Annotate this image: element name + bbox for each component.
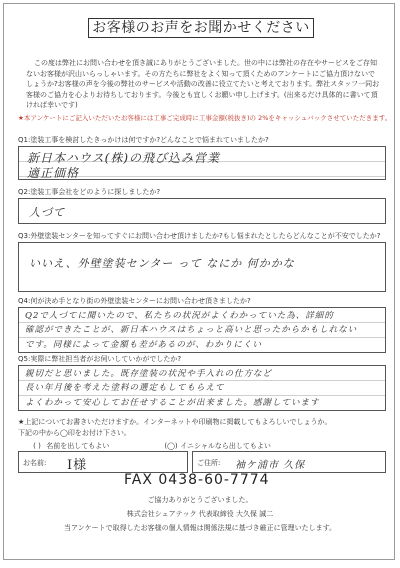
question-3-answer-box (18, 242, 386, 292)
question-1-answer-line-2: 適正価格 (27, 166, 80, 180)
thanks-text: ご協力ありがとうございました。 (147, 496, 253, 504)
choice-full-name-label: 名前を出してもよい (46, 442, 110, 450)
cashback-notice: ★本アンケートにご記入いただいたお客様には工事ご完成時に工事金額(税抜き)の 2%をキャッシュバックさせていただきます。 (18, 114, 392, 122)
address-value: 袖ケ浦市 久保 (235, 460, 306, 471)
name-label: お名前: (23, 459, 47, 467)
choice-initials-label: イニシャルなら出してもよい (180, 442, 271, 450)
question-1-answer-line-1: 新日本ハウス(株)の飛び込み営業 (27, 151, 221, 165)
question-5-answer-line-1: 親切だと思いました。既存塗装の状況や手入れの仕方など (25, 369, 273, 379)
choice-initials[interactable] (164, 441, 271, 451)
question-4-answer-line-3: です。同様によって金額も差があるのが、わかりにくい (25, 340, 262, 350)
question-2-answer-line-1: 人づて (29, 206, 65, 219)
question-4-answer-line-1: Q2で人づてに聞いたので、私たちの状況がよくわかっていた為、詳細的 (25, 311, 334, 321)
intro-text: この度は弊社にお問い合わせを頂き誠にありがとうございました。世の中には弊社の存在やサービスをご存知ないお客様が沢山いらっしゃいます。その方たちに弊社をよく知って頂くためのアンケートにご協力頂けないでしょうか?お客様の声を今後の弊社のサービスや活動の改善に役立てたいと考えております。弊社スタッフ一同お客様のご協力を心よりお待ちしております。今後とも宜しくお願い申し上げます。(出来るだけ具体的に書いて頂ければ幸いです) (26, 59, 380, 110)
page-title: お客様のお声をお聞かせください (88, 18, 314, 38)
privacy-text: 当アンケートで取得したお客様の個人情報は関係法規に基づき厳正に管理いたします。 (63, 524, 337, 532)
choice-prompt: 下記の中から◯印をお付け下さい。 (18, 429, 131, 437)
fax-number: FAX 0438-60-7774 (124, 472, 270, 488)
question-5-answer-line-3: よくわかって安心してお任せすることが出来ました。感謝しています (25, 398, 320, 408)
question-4-label: Q4:何が決め手となり街の外壁塗装センターにお問い合わせ頂きましたか? (18, 297, 251, 305)
question-5-answer-box (18, 365, 386, 411)
question-1-answer-box (18, 146, 386, 180)
question-2-answer-box (18, 198, 386, 224)
question-5-answer-line-2: 長い年月後を考えた塗料の選定もしてもらえて (25, 383, 225, 393)
question-4-answer-line-2: 確認ができたことが、新日本ハウスはちょっと高いと思ったからかもしれない (25, 325, 358, 335)
company-text: 株式会社シェアテック 代表取締役 大久保 誠二 (126, 510, 274, 518)
publish-consent-note: ★上記についてお書きいただけますか。インターネットや印刷物に掲載してもよろしいでしょうか。 (18, 418, 332, 426)
name-value: I様 (67, 458, 88, 473)
address-label: ご住所: (197, 459, 221, 467)
choice-full-name[interactable] (30, 441, 109, 451)
question-1-label: Q1:塗装工事を検討したきっかけは何ですか?どんなことで悩まれていましたか? (18, 136, 269, 144)
address-field[interactable] (192, 451, 386, 473)
question-4-answer-box (18, 307, 386, 353)
choice-full-name-marker: ( ) (33, 442, 41, 450)
question-2-label: Q2:塗装工事会社をどのように探しましたか? (18, 188, 161, 196)
question-3-answer-line-1: いいえ、外壁塗装センター って なにか 何かかな (29, 257, 295, 270)
question-3-label: Q3:外壁塗装センターを知ってすぐにお問い合わせ頂けましたか?もし悩まれたとしたらどんなことが不安でしたか? (18, 232, 381, 240)
choice-initials-marker: (◯) (164, 442, 178, 450)
question-5-label: Q5:実際に弊社担当者がお伺いしていかがでしたか? (18, 355, 182, 363)
survey-sheet (3, 3, 395, 560)
name-field[interactable] (18, 451, 188, 473)
